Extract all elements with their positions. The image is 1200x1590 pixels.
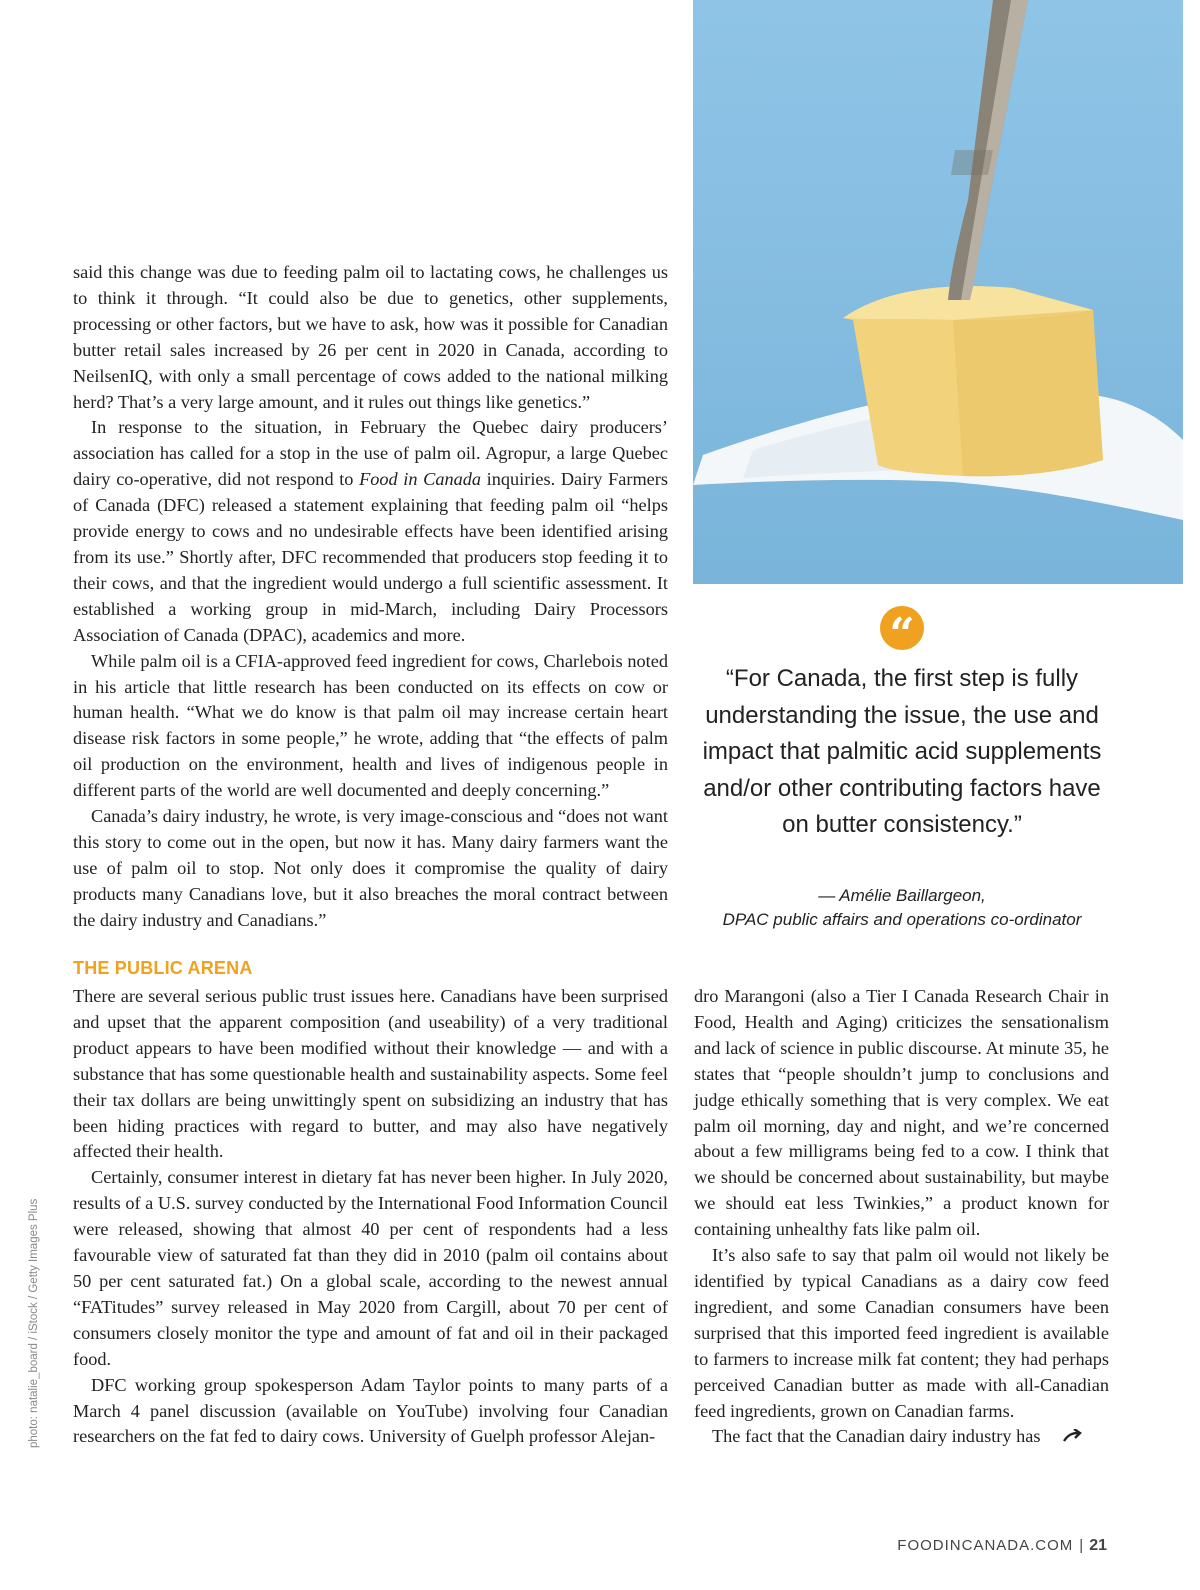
- paragraph: dro Marangoni (also a Tier I Canada Research Chair in Food, Health and Aging) criticizes the sensationalism and lack of science in public discourse. At minute 35, he states that “people shouldn’t jump to conclusions and judge ethically something that is very complex. We eat palm oil morning, day and night, and we’re concerned about a few milligrams being fed to a cow. I think that we should be concerned about sustainability, but maybe we should eat less Twinkies,” a product known for containing unhealthy fats like palm oil.: [694, 986, 1109, 1240]
- footer-separator: |: [1079, 1537, 1084, 1554]
- article-column-right: [694, 984, 1109, 1451]
- attribution-title: DPAC public affairs and operations co-ordinator: [722, 910, 1082, 929]
- paragraph: There are several serious public trust issues here. Canadians have been surprised and upset that the apparent composition (and useability) of a very traditional product appears to have been modified without their knowledge — and with a substance that has some questionable health and sustainability aspects. Some feel their tax dollars are being unwittingly spent on subsidizing an industry that has been hiding practices with regard to butter, and may also have negatively affected their health.: [73, 986, 668, 1162]
- page-footer: [897, 1537, 1107, 1555]
- quote-icon: “: [880, 606, 924, 650]
- paragraph: Canada’s dairy industry, he wrote, is very image-conscious and “does not want this story to come out in the open, but now it has. Many dairy farmers want the use of palm oil to stop. Not only does it compromise the quality of dairy products many Canadians love, but it also breaches the moral contract between the dairy industry and Canadians.”: [73, 806, 668, 930]
- quote-attribution: [686, 884, 1118, 932]
- paragraph: Certainly, consumer interest in dietary fat has never been higher. In July 2020, results of a U.S. survey conducted by the International Food Information Council were released, showing that almost 40 per cent of respondents had a less favourable view of saturated fat than they did in 2010 (palm oil contains about 50 per cent saturated fat.) On a global scale, according to the newest annual “FATitudes” survey released in May 2020 from Cargill, about 70 per cent of consumers closely monitor the type and amount of fat and oil in their packaged food.: [73, 1167, 668, 1369]
- paragraph: It’s also safe to say that palm oil would not likely be identified by typical Canadians as a dairy cow feed ingredient, and some Canadian consumers have been surprised that this imported feed ingredient is available to farmers to increase milk fat content; they had perhaps perceived Canadian butter as made with all-Canadian feed ingredients, grown on Canadian farms.: [694, 1245, 1109, 1421]
- attribution-name: — Amélie Baillargeon,: [818, 886, 986, 905]
- section-heading: THE PUBLIC ARENA: [73, 958, 253, 978]
- photo-credit: photo: natalie_board / iStock / Getty Images Plus: [28, 1198, 40, 1448]
- paragraph: In response to the situation, in February the Quebec dairy producers’ association has called for a stop in the use of palm oil. Agropur, a large Quebec dairy co-operative, did not respond to Food in Canada inquiries. Dairy Farmers of Canada (DFC) released a statement explaining that feeding palm oil “helps provide energy to cows and no undesirable effects have been identified arising from its use.” Shortly after, DFC recommended that producers stop feeding it to their cows, and that the ingredient would undergo a full scientific assessment. It established a working group in mid-March, including Dairy Processors Association of Canada (DPAC), academics and more.: [73, 417, 668, 645]
- page-number: 21: [1089, 1537, 1107, 1554]
- continue-arrow-icon: [1044, 1425, 1082, 1451]
- pull-quote: “For Canada, the first step is fully understanding the issue, the use and impact that palmitic acid supplements and/or other contributing factors have on butter consistency.”: [702, 665, 1102, 838]
- paragraph: While palm oil is a CFIA-approved feed ingredient for cows, Charlebois noted in his article that little research has been conducted on its effects on cow or human health. “What we do know is that palm oil may increase certain heart disease risk factors in some people,” he wrote, adding that “the effects of palm oil production on the environment, health and lives of indigenous people in different parts of the world are well documented and deeply concerning.”: [73, 650, 668, 801]
- butter-knife-photo: [693, 0, 1183, 584]
- article-column-top: [73, 260, 668, 934]
- article-column-left: [73, 984, 668, 1450]
- paragraph: said this change was due to feeding palm oil to lactating cows, he challenges us to think it through. “It could also be due to genetics, other supplements, processing or other factors, but we have to ask, how was it possible for Canadian butter retail sales increased by 26 per cent in 2020 in Canada, according to NeilsenIQ, with only a small percentage of cows added to the national milking herd? That’s a very large amount, and it rules out things like genetics.”: [73, 262, 668, 412]
- paragraph: The fact that the Canadian dairy industry has: [694, 1424, 1109, 1451]
- butter-illustration: [693, 0, 1183, 584]
- paragraph: DFC working group spokesperson Adam Taylor points to many parts of a March 4 panel discussion (available on YouTube) involving four Canadian researchers on the fat fed to dairy cows. University of Guelph professor Alejan-: [73, 1374, 668, 1447]
- footer-site: FOODINCANADA.COM: [897, 1537, 1074, 1554]
